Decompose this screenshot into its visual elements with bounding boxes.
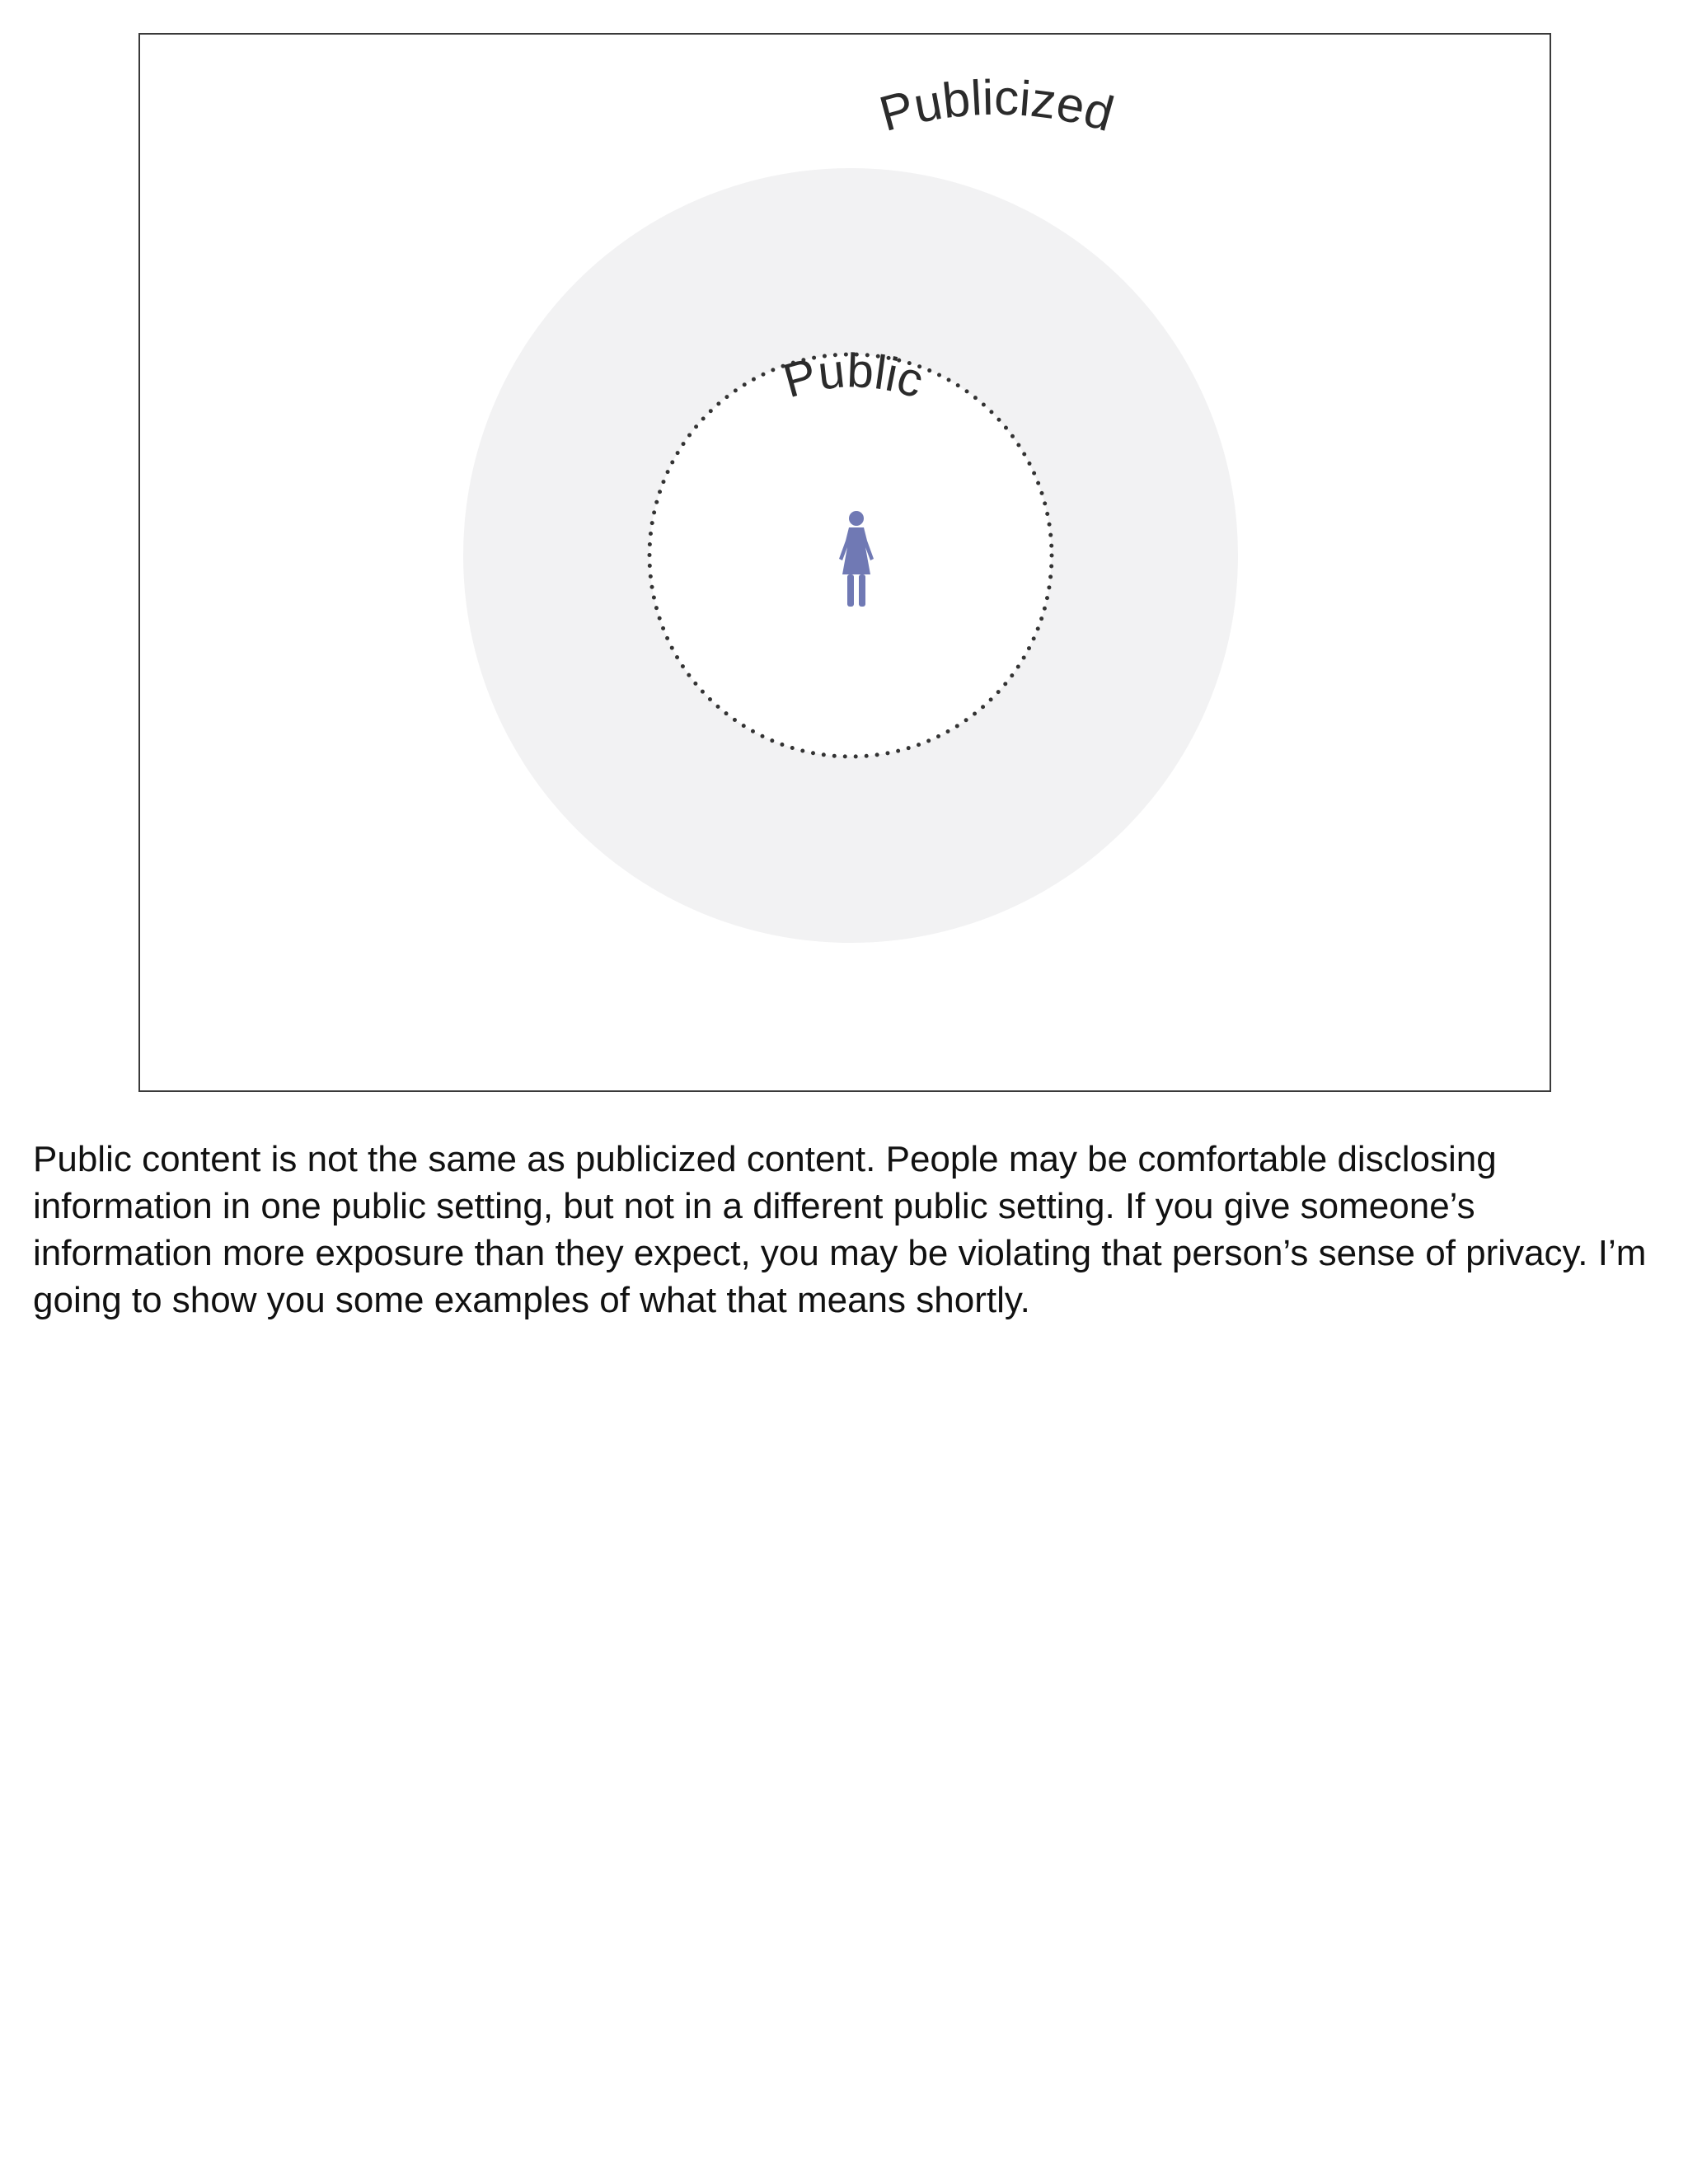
exposure-circles-diagram xyxy=(140,35,1553,1094)
slide-frame xyxy=(138,33,1551,1092)
publicized-label-path: Publicized xyxy=(874,69,1120,143)
publicized-label xyxy=(874,70,1119,143)
public-label-path: Public xyxy=(777,344,930,409)
speaker-notes: Public content is not the same as publicized content. People may be comfortable disclosing information in one public setting, but not in a different public setting. If you give someone’s information more exposure than they expect, you may be violating that person’s sense of privacy. I’m going to show you some examples of what that means shortly. xyxy=(33,1139,1647,1320)
